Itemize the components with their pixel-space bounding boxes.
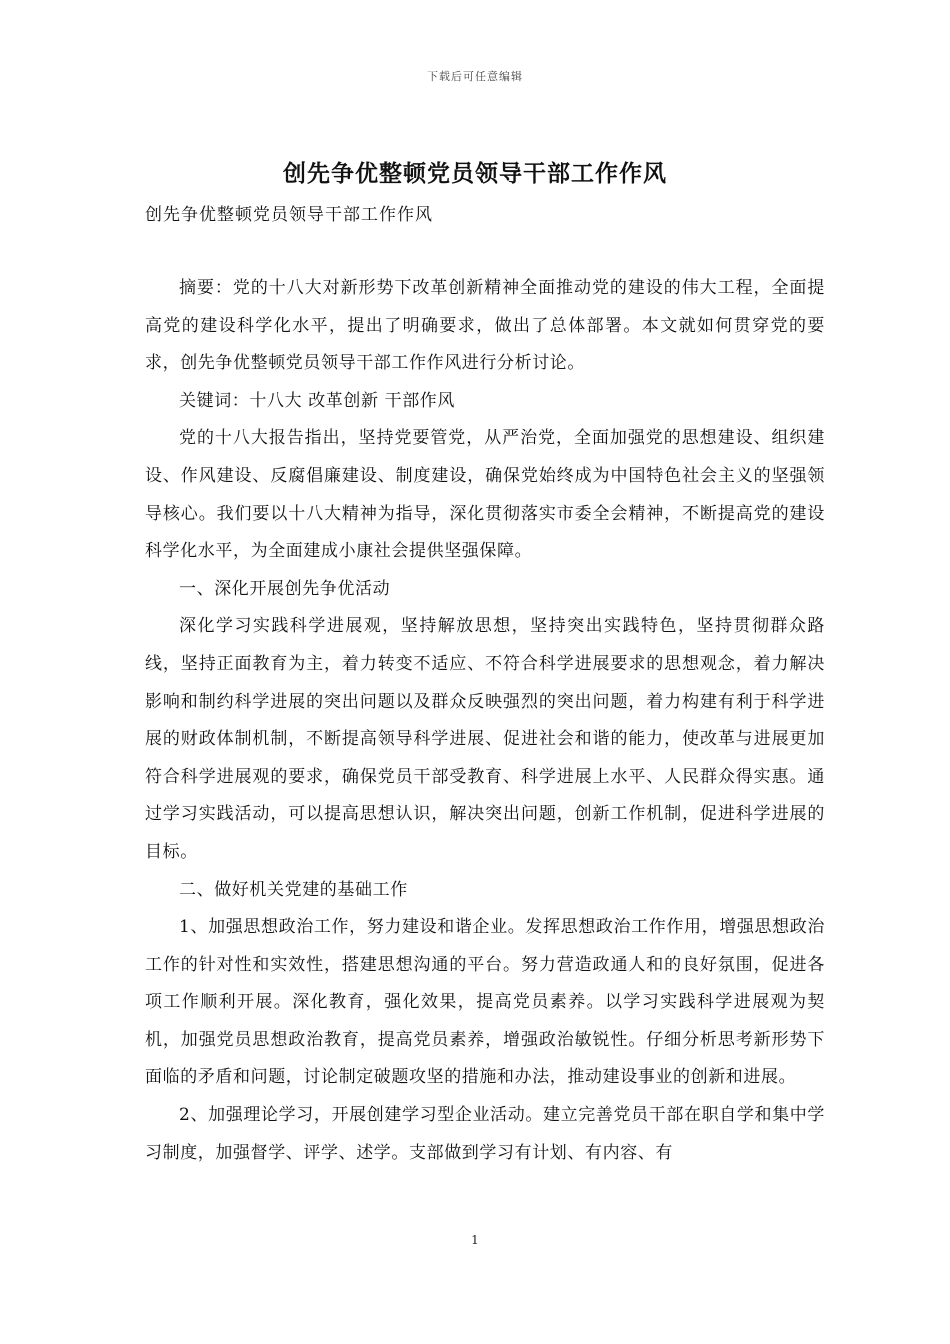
section-2-item-1-paragraph: 1、加强思想政治工作，努力建设和谐企业。发挥思想政治工作作用，增强思想政治工作的针对性和实效性，搭建思想沟通的平台。努力营造政通人和的良好氛围，促进各项工作顺利开展。深化教育，强化效果，提高党员素养。以学习实践科学进展观为契机，加强党员思想政治教育，提高党员素养，增强政治敏锐性。仔细分析思考新形势下面临的矛盾和问题，讨论制定破题攻坚的措施和办法，推动建设事业的创新和进展。 — [145, 917, 825, 1088]
section-2-item-2-paragraph: 2、加强理论学习，开展创建学习型企业活动。建立完善党员干部在职自学和集中学习制度，加强督学、评学、述学。支部做到学习有计划、有内容、有 — [145, 1105, 825, 1163]
keywords-paragraph: 关键词：十八大 改革创新 干部作风 — [179, 390, 456, 411]
section-heading-2: 二、做好机关党建的基础工作 — [179, 879, 408, 900]
section-heading-1: 一、深化开展创先争优活动 — [179, 578, 391, 599]
page-number: 1 — [471, 1233, 479, 1247]
intro-paragraph: 党的十八大报告指出，坚持党要管党，从严治党，全面加强党的思想建设、组织建设、作风建设、反腐倡廉建设、制度建设，确保党始终成为中国特色社会主义的坚强领导核心。我们要以十八大精神为指导，深化贯彻落实市委全会精神，不断提高党的建设科学化水平，为全面建成小康社会提供坚强保障。 — [145, 428, 825, 562]
section-1-paragraph: 深化学习实践科学进展观，坚持解放思想，坚持突出实践特色，坚持贯彻群众路线，坚持正面教育为主，着力转变不适应、不符合科学进展要求的思想观念，着力解决影响和制约科学进展的突出问题以及群众反映强烈的突出问题，着力构建有利于科学进展的财政体制机制，不断提高领导科学进展、促进社会和谐的能力，使改革与进展更加符合科学进展观的要求，确保党员干部受教育、科学进展上水平、人民群众得实惠。通过学习实践活动，可以提高思想认识，解决突出问题，创新工作机制，促进科学进展的目标。 — [145, 616, 825, 862]
abstract-paragraph: 摘要：党的十八大对新形势下改革创新精神全面推动党的建设的伟大工程，全面提高党的建设科学化水平，提出了明确要求，做出了总体部署。本文就如何贯穿党的要求，创先争优整顿党员领导干部工作作风进行分析讨论。 — [145, 278, 825, 374]
document-body — [145, 270, 825, 1172]
header-note: 下载后可任意编辑 — [427, 70, 523, 83]
document-title: 创先争优整顿党员领导干部工作作风 — [283, 160, 667, 187]
document-subtitle: 创先争优整顿党员领导干部工作作风 — [145, 205, 433, 225]
